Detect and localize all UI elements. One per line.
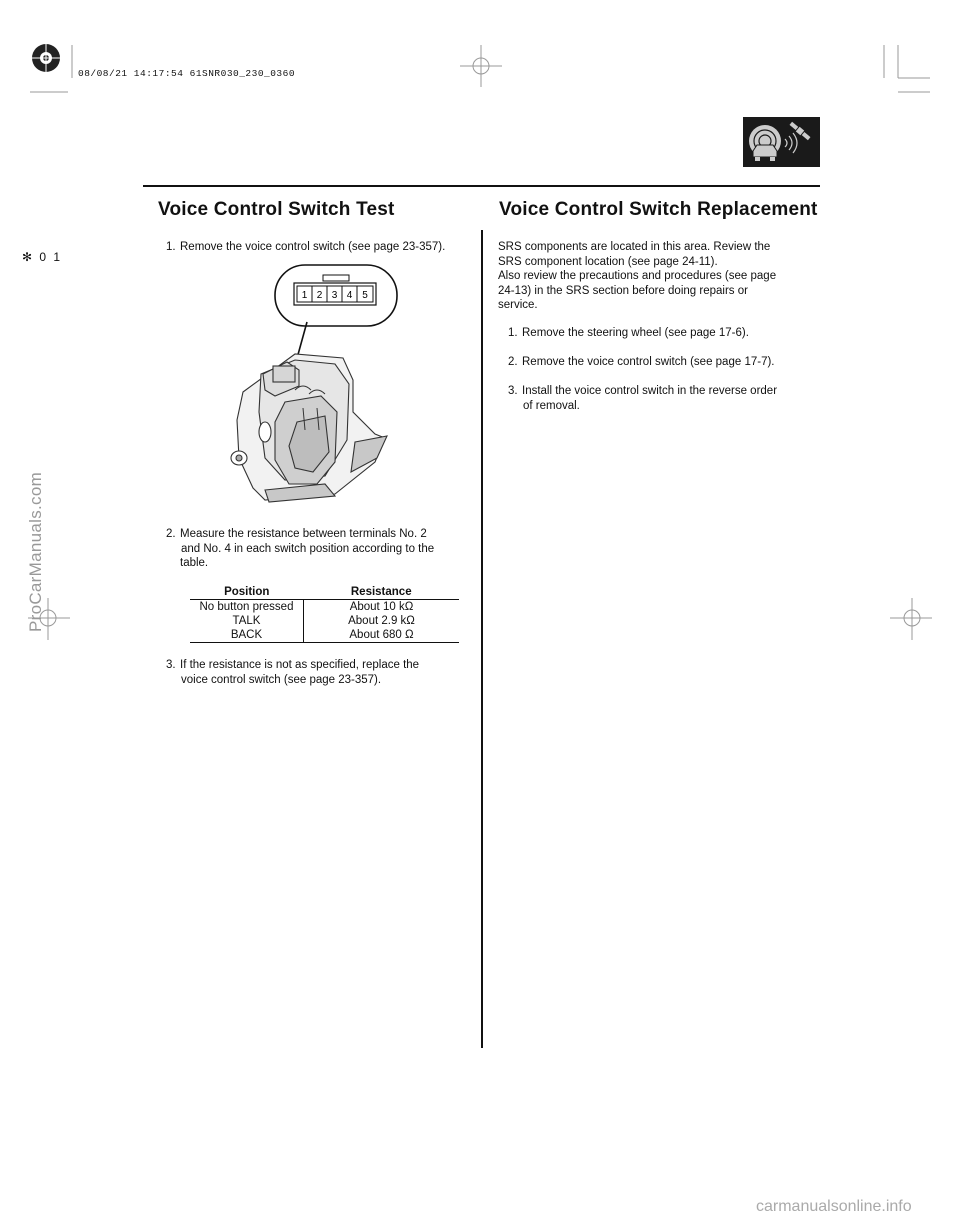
table-cell-position: TALK — [190, 614, 304, 628]
left-step-2 — [166, 527, 476, 571]
table-header-position: Position — [190, 584, 304, 600]
margin-mark: ✻ 0 1 — [22, 250, 63, 264]
step-number: 2. — [166, 528, 176, 540]
navigation-car-satellite-icon — [743, 117, 820, 167]
step-text: Remove the voice control switch (see page 23-357). — [180, 241, 446, 253]
paragraph-line: Also review the precautions and procedures (see page — [498, 270, 777, 283]
right-step-3 — [508, 384, 818, 413]
step-text-line: Measure the resistance between terminals No. 2 — [180, 528, 427, 540]
table-cell-position: No button pressed — [190, 600, 304, 615]
table-cell-position: BACK — [190, 628, 304, 643]
header-rule — [143, 185, 820, 187]
step-text: Remove the steering wheel (see page 17-6). — [522, 327, 749, 339]
table-row — [190, 628, 459, 643]
voice-control-switch-illustration — [225, 262, 405, 504]
left-step-3 — [166, 658, 476, 687]
table-cell-resistance: About 2.9 kΩ — [348, 615, 415, 627]
right-step-1 — [508, 326, 818, 341]
left-step-1 — [166, 240, 476, 255]
navigation-section-icon — [743, 117, 820, 167]
step-number: 2. — [508, 356, 518, 368]
terminal-label: 4 — [346, 290, 353, 301]
step-text-line: voice control switch (see page 23-357). — [181, 673, 382, 686]
table-row — [190, 614, 459, 628]
terminal-label: 2 — [316, 290, 323, 301]
paragraph-line: SRS components are located in this area. Review the — [498, 241, 771, 253]
step-text-line: table. — [180, 557, 209, 570]
terminal-label: 3 — [331, 290, 338, 301]
footer-watermark: carmanualsonline.info — [756, 1198, 912, 1215]
paragraph-line: SRS component location (see page 24-11). — [498, 255, 718, 268]
step-number: 3. — [508, 385, 518, 397]
paragraph-line: service. — [498, 299, 538, 312]
step-text-line: of removal. — [523, 399, 580, 412]
table-row — [190, 600, 459, 615]
print-timestamp: 08/08/21 14:17:54 61SNR030_230_0360 — [78, 68, 296, 79]
table-cell-resistance: About 10 kΩ — [349, 601, 414, 613]
step-text: Remove the voice control switch (see page 17-7). — [522, 356, 775, 368]
srs-warning-paragraph — [498, 240, 818, 313]
terminal-label: 1 — [301, 290, 308, 301]
column-divider — [481, 230, 483, 1048]
step-number: 3. — [166, 659, 176, 671]
table-header-resistance: Resistance — [304, 584, 460, 600]
step-number: 1. — [508, 327, 518, 339]
table-cell-resistance: About 680 Ω — [304, 628, 460, 643]
left-section-title: Voice Control Switch Test — [158, 199, 395, 220]
step-text-line: If the resistance is not as specified, replace the — [180, 659, 420, 671]
step-text-line: Install the voice control switch in the reverse order — [522, 385, 778, 397]
step-number: 1. — [166, 241, 176, 253]
paragraph-line: 24-13) in the SRS section before doing repairs or — [498, 284, 748, 297]
resistance-table — [190, 584, 459, 643]
right-section-title: Voice Control Switch Replacement — [499, 199, 818, 220]
right-step-2 — [508, 355, 818, 370]
side-watermark: ProCarManuals.com — [26, 471, 45, 632]
terminal-label: 5 — [362, 290, 368, 301]
step-text-line: and No. 4 in each switch position according to the — [181, 542, 435, 555]
table-header-row — [190, 584, 459, 600]
